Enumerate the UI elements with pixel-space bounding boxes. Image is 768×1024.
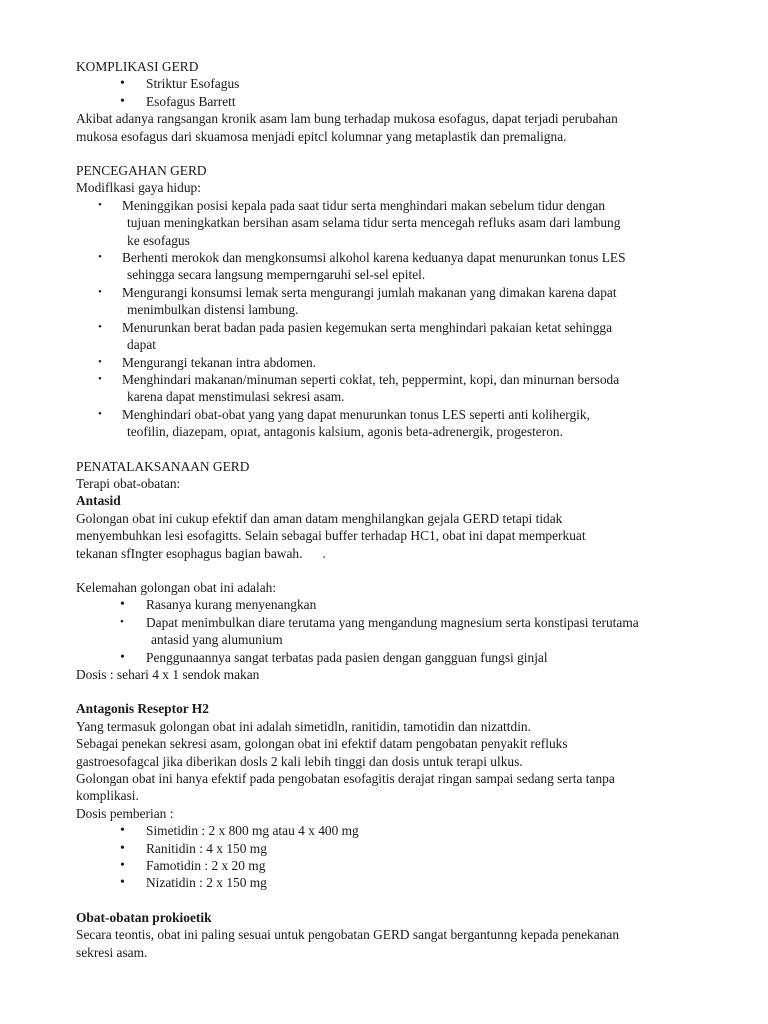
- paragraph-line: Secara teontis, obat ini paling sesuai untuk pengobatan GERD sangat bergantunng kepada penekanan: [76, 927, 620, 943]
- pencegahan-heading: PENCEGAHAN GERD: [76, 163, 207, 179]
- bullet-icon: •: [98, 251, 102, 264]
- bullet-icon: •: [120, 875, 125, 891]
- bullet-icon: •: [98, 320, 102, 333]
- pencegahan-list: [76, 197, 716, 441]
- list-item: • Menghindari makanan/minuman seperti coklat, teh, peppermint, kopi, dan minurnan bersoda karena dapat menstimulasi sekresi asam.: [98, 371, 620, 405]
- komplikasi-list: [76, 75, 716, 110]
- list-item: • Berhenti merokok dan mengkonsumsi alkohol karena keduanya dapat menurunkan tonus LES sehingga secara langsung memperngaruhi sel-sel epitel.: [98, 250, 626, 283]
- bullet-icon: •: [98, 407, 102, 420]
- kelemahan-intro: Kelemahan golongan obat ini adalah:: [76, 579, 277, 595]
- antasid-dose: Dosis : sehari 4 x 1 sendok makan: [76, 667, 260, 682]
- penatalaksanaan-intro: Terapi obat-obatan:: [76, 475, 181, 491]
- bullet-icon: •: [120, 615, 124, 628]
- list-item: • Menurunkan berat badan pada pasien kegemukan serta menghindari pakaian ketat sehingga dapat: [98, 319, 613, 353]
- list-item: • Mengurangi tekanan intra abdomen.: [98, 354, 317, 370]
- list-item: • Ranitidin : 4 x 150 mg: [120, 840, 267, 856]
- paragraph-line: Sebagai penekan sekresi asam, golongan obat ini efektif datam pengobatan penyakit refluks: [76, 736, 568, 752]
- penatalaksanaan-heading: PENATALAKSANAAN GERD: [76, 458, 250, 474]
- list-item: • Simetidin : 2 x 800 mg atau 4 x 400 mg: [120, 823, 359, 839]
- antasid-title: Antasid: [76, 493, 121, 509]
- list-item: • Penggunaannya sangat terbatas pada pasien dengan gangguan fungsi ginjal: [120, 649, 548, 665]
- h2-title: Antagonis Reseptor H2: [76, 701, 209, 717]
- h2-dose-list: [76, 822, 716, 892]
- prokinetik-title: Obat-obatan prokioetik: [76, 909, 212, 925]
- paragraph-line: Dosis pemberian :: [76, 805, 174, 821]
- bullet-icon: •: [120, 823, 125, 839]
- list-item: • Mengurangi konsumsi lemak serta mengurangi jumlah makanan yang dimakan karena dapat menimbulkan distensi lambung.: [98, 284, 617, 318]
- list-item: • Striktur Esofagus: [120, 76, 240, 92]
- bullet-icon: •: [120, 840, 125, 856]
- paragraph-line: gastroesofagcal jika diberikan dosls 2 kali lebih tinggi dan dosis untuk terapi ulkus.: [76, 753, 523, 769]
- paragraph-line: komplikasi.: [76, 788, 139, 804]
- list-item: • Famotidin : 2 x 20 mg: [120, 858, 266, 874]
- kelemahan-list: [76, 596, 716, 666]
- list-item: • Meninggikan posisi kepala pada saat tidur serta menghindari makan sebelum tidur dengan tujuan meningkatkan bersihan asam selama tidur serta mencegah refluks asam dari lambung ke esofagus: [98, 197, 621, 248]
- komplikasi-heading: KOMPLIKASI GERD: [76, 59, 199, 74]
- bullet-icon: •: [120, 93, 125, 109]
- paragraph-line: Golongan obat ini cukup efektif dan aman datam menghilangkan gejala GERD tetapi tidak: [76, 510, 563, 526]
- bullet-icon: •: [120, 858, 125, 874]
- paragraph-line: Yang termasuk golongan obat ini adalah simetidln, ranitidin, tamotidin dan nizattdin.: [76, 718, 531, 734]
- bullet-icon: •: [120, 649, 125, 665]
- paragraph-line: menyembuhkan lesi esofagitts. Selain sebagai buffer terhadap HC1, obat ini dapat memperkuat: [76, 528, 586, 544]
- bullet-icon: •: [98, 285, 102, 298]
- bullet-icon: •: [98, 198, 102, 211]
- document: [76, 58, 716, 961]
- list-item: • Dapat menimbulkan diare terutama yang mengandung magnesium serta konstipasi terutama antasid yang alumunium: [120, 614, 639, 648]
- paragraph-line: Golongan obat ini hanya efektif pada pengobatan esofagitis derajat ringan sampai sedang serta tanpa: [76, 771, 615, 787]
- bullet-icon: •: [120, 76, 125, 92]
- bullet-icon: •: [98, 355, 102, 368]
- paragraph-line: Akibat adanya rangsangan kronik asam lam bung terhadap mukosa esofagus, dapat terjadi perubahan: [76, 111, 618, 127]
- list-item: • Menghindari obat-obat yang yang dapat menurunkan tonus LES seperti anti kolihergik, teofilin, diazepam, opıat, antagonis kalsium, agonis beta-adrenergik, progesteron.: [98, 406, 590, 440]
- paragraph-line: sekresi asam.: [76, 944, 148, 960]
- list-item: • Nizatidin : 2 x 150 mg: [120, 875, 267, 891]
- paragraph-line: mukosa esofagus dari skuamosa menjadi epitcl kolumnar yang metaplastik dan premaligna.: [76, 128, 567, 144]
- list-item: • Rasanya kurang menyenangkan: [120, 597, 317, 613]
- bullet-icon: •: [120, 597, 125, 613]
- bullet-icon: •: [98, 372, 102, 385]
- list-item: • Esofagus Barrett: [120, 93, 236, 109]
- paragraph-line: tekanan sfIngter esophagus bagian bawah. .: [76, 545, 326, 561]
- pencegahan-intro: Modiflkasi gaya hidup:: [76, 180, 201, 196]
